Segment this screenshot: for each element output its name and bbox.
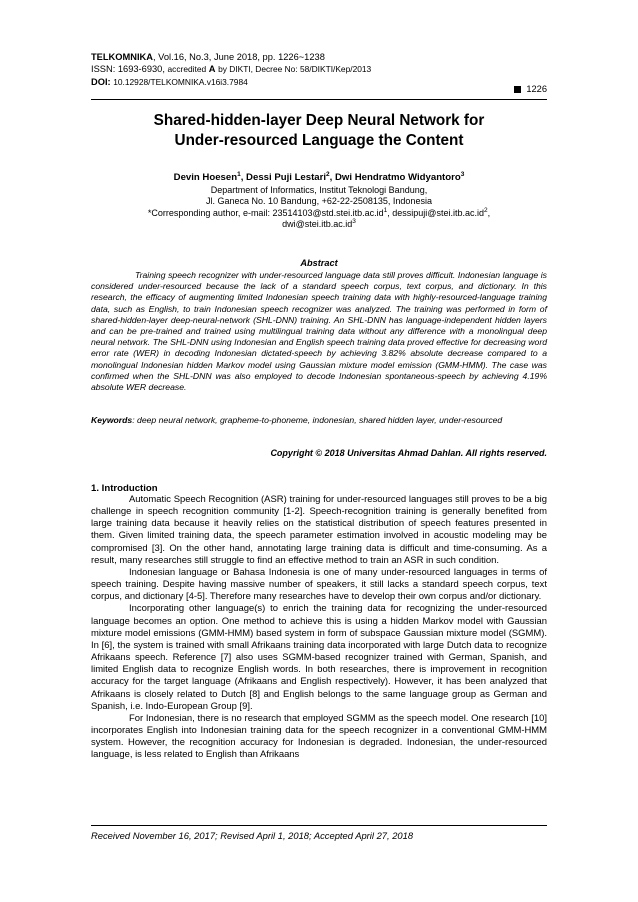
footer-rule	[91, 825, 547, 826]
affiliation-line-1: Department of Informatics, Institut Teknologi Bandung,	[210, 185, 428, 195]
abstract-body	[91, 270, 547, 393]
journal-header	[91, 51, 551, 88]
author-3: , Dwi Hendratmo Widyantoro	[329, 172, 461, 183]
journal-name: TELKOMNIKA	[91, 52, 153, 62]
paragraph: Indonesian language or Bahasa Indonesia is one of many under-resourced languages in terms of speech training. Despite having massive number of speakers, it still lacks a standard speech corpus, text corpus, and dictionary [4-5]. Therefore many researches have to develop their own corpus and/or dictionary.	[91, 566, 547, 603]
header-rule	[91, 99, 547, 100]
paragraph: For Indonesian, there is no research that employed SGMM as the speech model. One research [10] incorporates English into Indonesian training data for the speech recognizer in a conventional GMM-HMM system. However, the recognition accuracy for Indonesian is degraded. Indonesian, the under-resourced language, is less related to English than Afrikaans	[91, 712, 547, 761]
introduction-body	[91, 494, 547, 761]
email-3-sup: 3	[352, 218, 356, 226]
keywords	[91, 415, 547, 426]
issn-line	[91, 63, 551, 75]
affiliation	[91, 185, 547, 231]
author-1-sup: 1	[237, 170, 241, 178]
copyright-notice: Copyright © 2018 Universitas Ahmad Dahlan. All rights reserved.	[270, 448, 547, 458]
section-heading-introduction: 1. Introduction	[91, 483, 158, 494]
title-line-1: Shared-hidden-layer Deep Neural Network for	[153, 112, 485, 129]
email-3: dwi@stei.itb.ac.id	[282, 219, 353, 230]
journal-issue: , Vol.16, No.3, June 2018, pp. 1226~1238	[152, 52, 325, 62]
abstract-text: Training speech recognizer with under-resourced language data still proves difficult. Indonesian language is considered under-resourced because the lack of a standard speech corpus, text corpus, and dictionary. In this research, the efficacy of augmenting limited Indonesian speech training data with highly-resourced-language training data, such as English, to train Indonesian speech recognizer was analyzed. The training was performed in form of shared-hidden-layer deep-neural-network (SHL-DNN) training. An SHL-DNN has language-independent hidden layers and can be pre-trained and trained using multilingual training data without any difference with a monolingual deep neural network. The SHL-DNN using Indonesian and English speech training data proved effective for decreasing word error rate (WER) in decoding Indonesian dictated-speech by achieving 3.82% absolute decrease compared to a monolingual Indonesian hidden Markov model using Gaussian mixture model emission (GMM-HMM). The case was confirmed when the SHL-DNN was also employed to decode Indonesian spontaneous-speech by achieving 4.19% absolute WER decrease.	[91, 270, 547, 393]
keywords-text: : deep neural network, grapheme-to-phoneme, indonesian, shared hidden layer, under-resourced	[132, 415, 503, 425]
paragraph: Automatic Speech Recognition (ASR) training for under-resourced languages still proves to be a big challenge in speech recognition community [1-2]. Speech-recognition training is generally benefited from large training data because it heavily relies on the statistical distribution of speech features presented in them. Given limited training data, the speech parameter estimation involved in acoustic modeling may be compromised [3]. On the other hand, annotating large training data is difficult and time-consuming. As a result, many researches still struggle to find an effective method to train an ASR in such condition.	[91, 494, 547, 566]
square-bullet-icon	[514, 86, 521, 93]
email-2-sup: 2	[483, 206, 488, 214]
author-3-sup: 3	[460, 170, 465, 178]
accredited-rest: by DIKTI, Decree No: 58/DIKTI/Kep/2013	[218, 64, 372, 75]
author-list	[91, 172, 547, 183]
page-number: 1226	[526, 84, 547, 94]
email-sep: ,	[487, 207, 491, 218]
title-line-2: Under-resourced Language the Content	[174, 131, 464, 149]
issn: ISSN: 1693-6930,	[91, 64, 165, 75]
abstract-heading: Abstract	[300, 258, 338, 268]
paragraph: Incorporating other language(s) to enrich the training data for recognizing the under-resourced language becomes an option. One method to achieve this is using a hidden Markov model with Gaussian mixture model emissions (GMM-HMM) based system in form of subspace Gaussian mixture model (SGMM). In [6], the system is trained with small Afrikaans training data incorporated with large Dutch data to recognize Afrikaans speech. Reference [7] also uses SGMM-based recognizer trained with German, Spanish, and limited English data to recognize English words. In both researches, there is improvement in recognition accuracy for the target language (Afrikaans and English respectively). However, it has been analyzed that Afrikaans is closely related to Dutch [8] and English belongs to the same language group as German and Spanish, i.e. Indo-European Group [9].	[91, 603, 547, 712]
email-2: , dessipuji@stei.itb.ac.id	[387, 207, 484, 218]
email-1: *Corresponding author, e-mail: 23514103@std.stei.itb.ac.id	[147, 207, 384, 218]
doi-label: DOI:	[91, 76, 111, 87]
author-1: Devin Hoesen	[173, 172, 238, 183]
affiliation-line-2: Jl. Ganeca No. 10 Bandung, +62-22-2508135, Indonesia	[206, 196, 432, 207]
received-dates: Received November 16, 2017; Revised April 1, 2018; Accepted April 27, 2018	[91, 830, 414, 841]
doi-line	[91, 76, 551, 88]
author-2-sup: 2	[326, 170, 330, 178]
accredited-label: accredited	[167, 64, 207, 75]
email-1-sup: 1	[383, 206, 388, 214]
affiliation-line-3	[91, 208, 547, 219]
accredited-grade: A	[208, 64, 216, 75]
page-number-block	[514, 84, 547, 94]
journal-line	[91, 51, 551, 63]
doi-value: 10.12928/TELKOMNIKA.v16i3.7984	[113, 76, 248, 87]
author-2: , Dessi Puji Lestari	[240, 172, 327, 183]
affiliation-line-4	[91, 219, 547, 230]
paper-title	[91, 111, 547, 150]
keywords-label: Keywords	[91, 415, 133, 425]
